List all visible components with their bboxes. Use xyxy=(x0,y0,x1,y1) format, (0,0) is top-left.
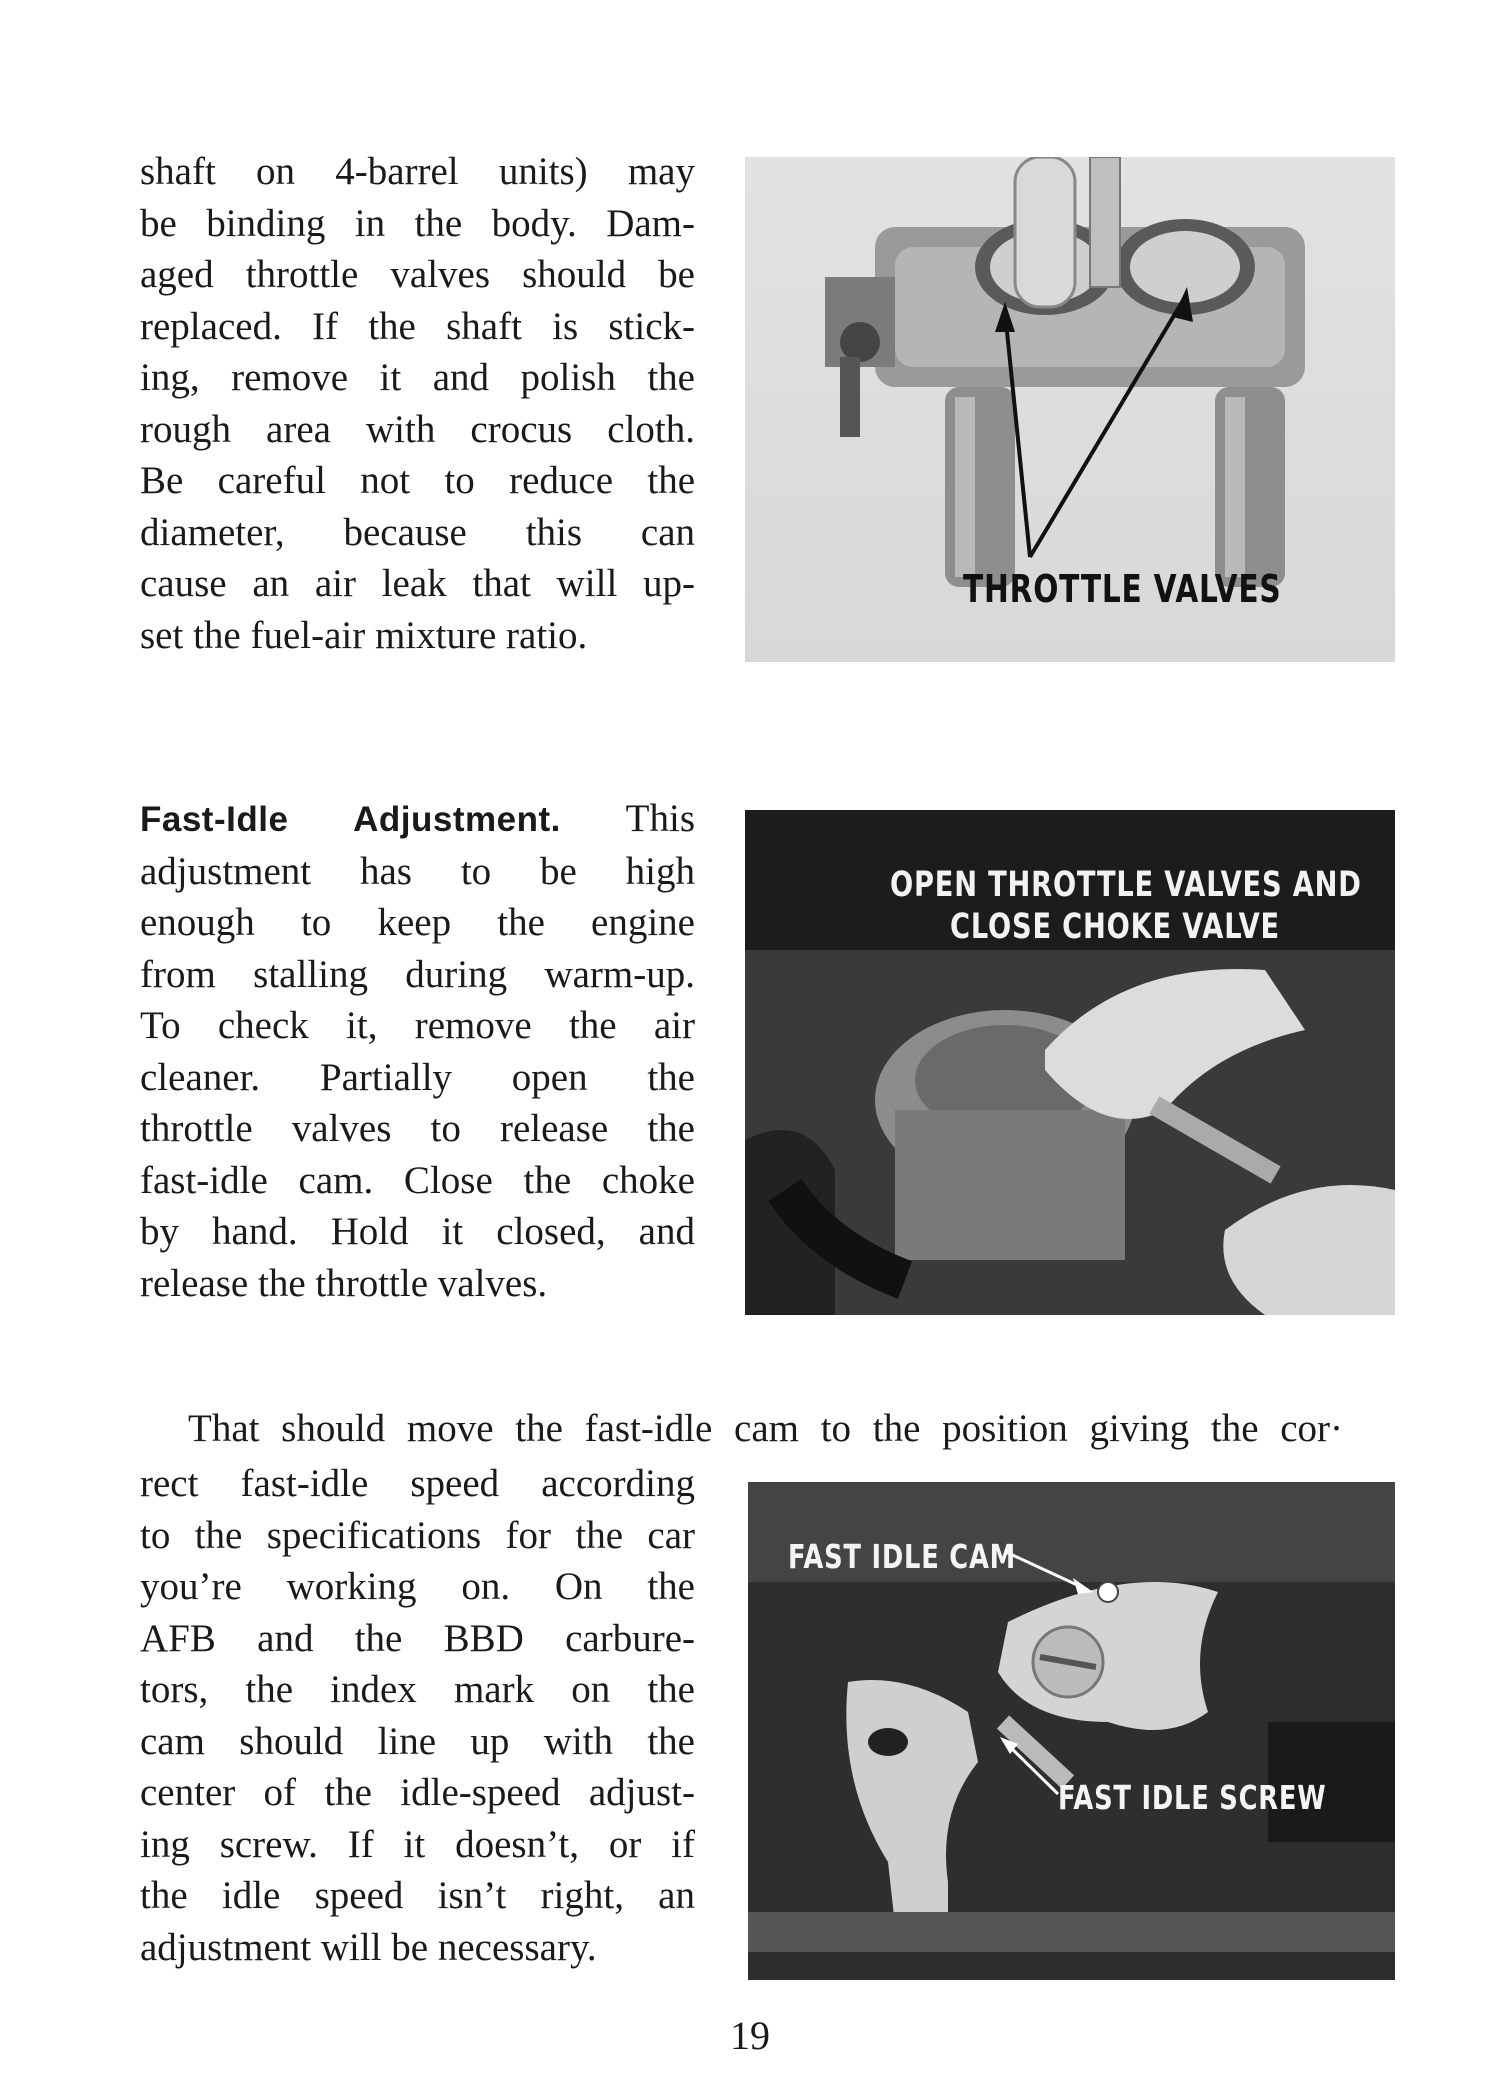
text-line: shaft on 4-barrel units) may xyxy=(140,150,695,193)
text-line: cause an air leak that will up- xyxy=(140,562,695,605)
text-line: throttle valves to release the xyxy=(140,1107,695,1150)
text-line: replaced. If the shaft is stick- xyxy=(140,304,695,348)
close-choke-caption-line2: CLOSE CHOKE VALVE xyxy=(950,907,1280,947)
text-line: the idle speed isn’t right, an xyxy=(140,1874,695,1917)
throttle-valves-caption: THROTTLE VALVES xyxy=(963,567,1282,611)
open-throttle-photo xyxy=(745,810,1395,1315)
text-line: To check it, remove the air xyxy=(140,1004,695,1047)
fast-idle-cam-label: FAST IDLE CAM xyxy=(788,1537,1017,1576)
fast-idle-cam-photo xyxy=(748,1482,1395,1980)
text-line: rough area with crocus cloth. xyxy=(140,407,695,451)
text-line xyxy=(140,793,695,846)
text-line: aged throttle valves should be xyxy=(140,253,695,296)
text-line: ing, remove it and polish the xyxy=(140,356,695,399)
text-line: adjustment has to be high xyxy=(140,849,695,893)
text-line: rect fast-idle speed according xyxy=(140,1462,695,1505)
section1-text xyxy=(140,146,695,661)
text-line: AFB and the BBD carbure- xyxy=(140,1616,695,1660)
text-line: set the fuel-air mixture ratio. xyxy=(140,613,588,657)
text-line: release the throttle valves. xyxy=(140,1261,548,1305)
heading-trailing-text: This xyxy=(625,797,695,840)
text-line: cleaner. Partially open the xyxy=(140,1055,695,1099)
text-line: from stalling during warm-up. xyxy=(140,952,695,996)
text-line: be binding in the body. Dam- xyxy=(140,201,695,245)
section2-text xyxy=(140,793,695,1309)
text-line: adjustment will be necessary. xyxy=(140,1925,597,1969)
text-line: by hand. Hold it closed, and xyxy=(140,1210,695,1253)
fast-idle-screw-label: FAST IDLE SCREW xyxy=(1058,1778,1327,1817)
open-throttle-caption-line1: OPEN THROTTLE VALVES AND xyxy=(890,865,1362,905)
text-line: tors, the index mark on the xyxy=(140,1668,695,1711)
text-line: diameter, because this can xyxy=(140,510,695,554)
fast-idle-adjustment-heading: Fast-Idle Adjustment. xyxy=(140,800,561,839)
text-line: ing screw. If it doesn’t, or if xyxy=(140,1822,695,1866)
text-line: to the specifications for the car xyxy=(140,1513,695,1557)
section3-text xyxy=(140,1458,695,1973)
text-line: you’re working on. On the xyxy=(140,1565,695,1608)
page-number: 19 xyxy=(730,2013,770,2058)
text-line: Be careful not to reduce the xyxy=(140,459,695,502)
text-line: enough to keep the engine xyxy=(140,901,695,944)
throttle-valves-photo xyxy=(745,157,1395,662)
text-line: fast-idle cam. Close the choke xyxy=(140,1158,695,1202)
text-line: cam should line up with the xyxy=(140,1719,695,1763)
continuation-line: That should move the fast-idle cam to the position giving the cor· xyxy=(188,1407,1343,1450)
text-line: center of the idle-speed adjust- xyxy=(140,1771,695,1814)
